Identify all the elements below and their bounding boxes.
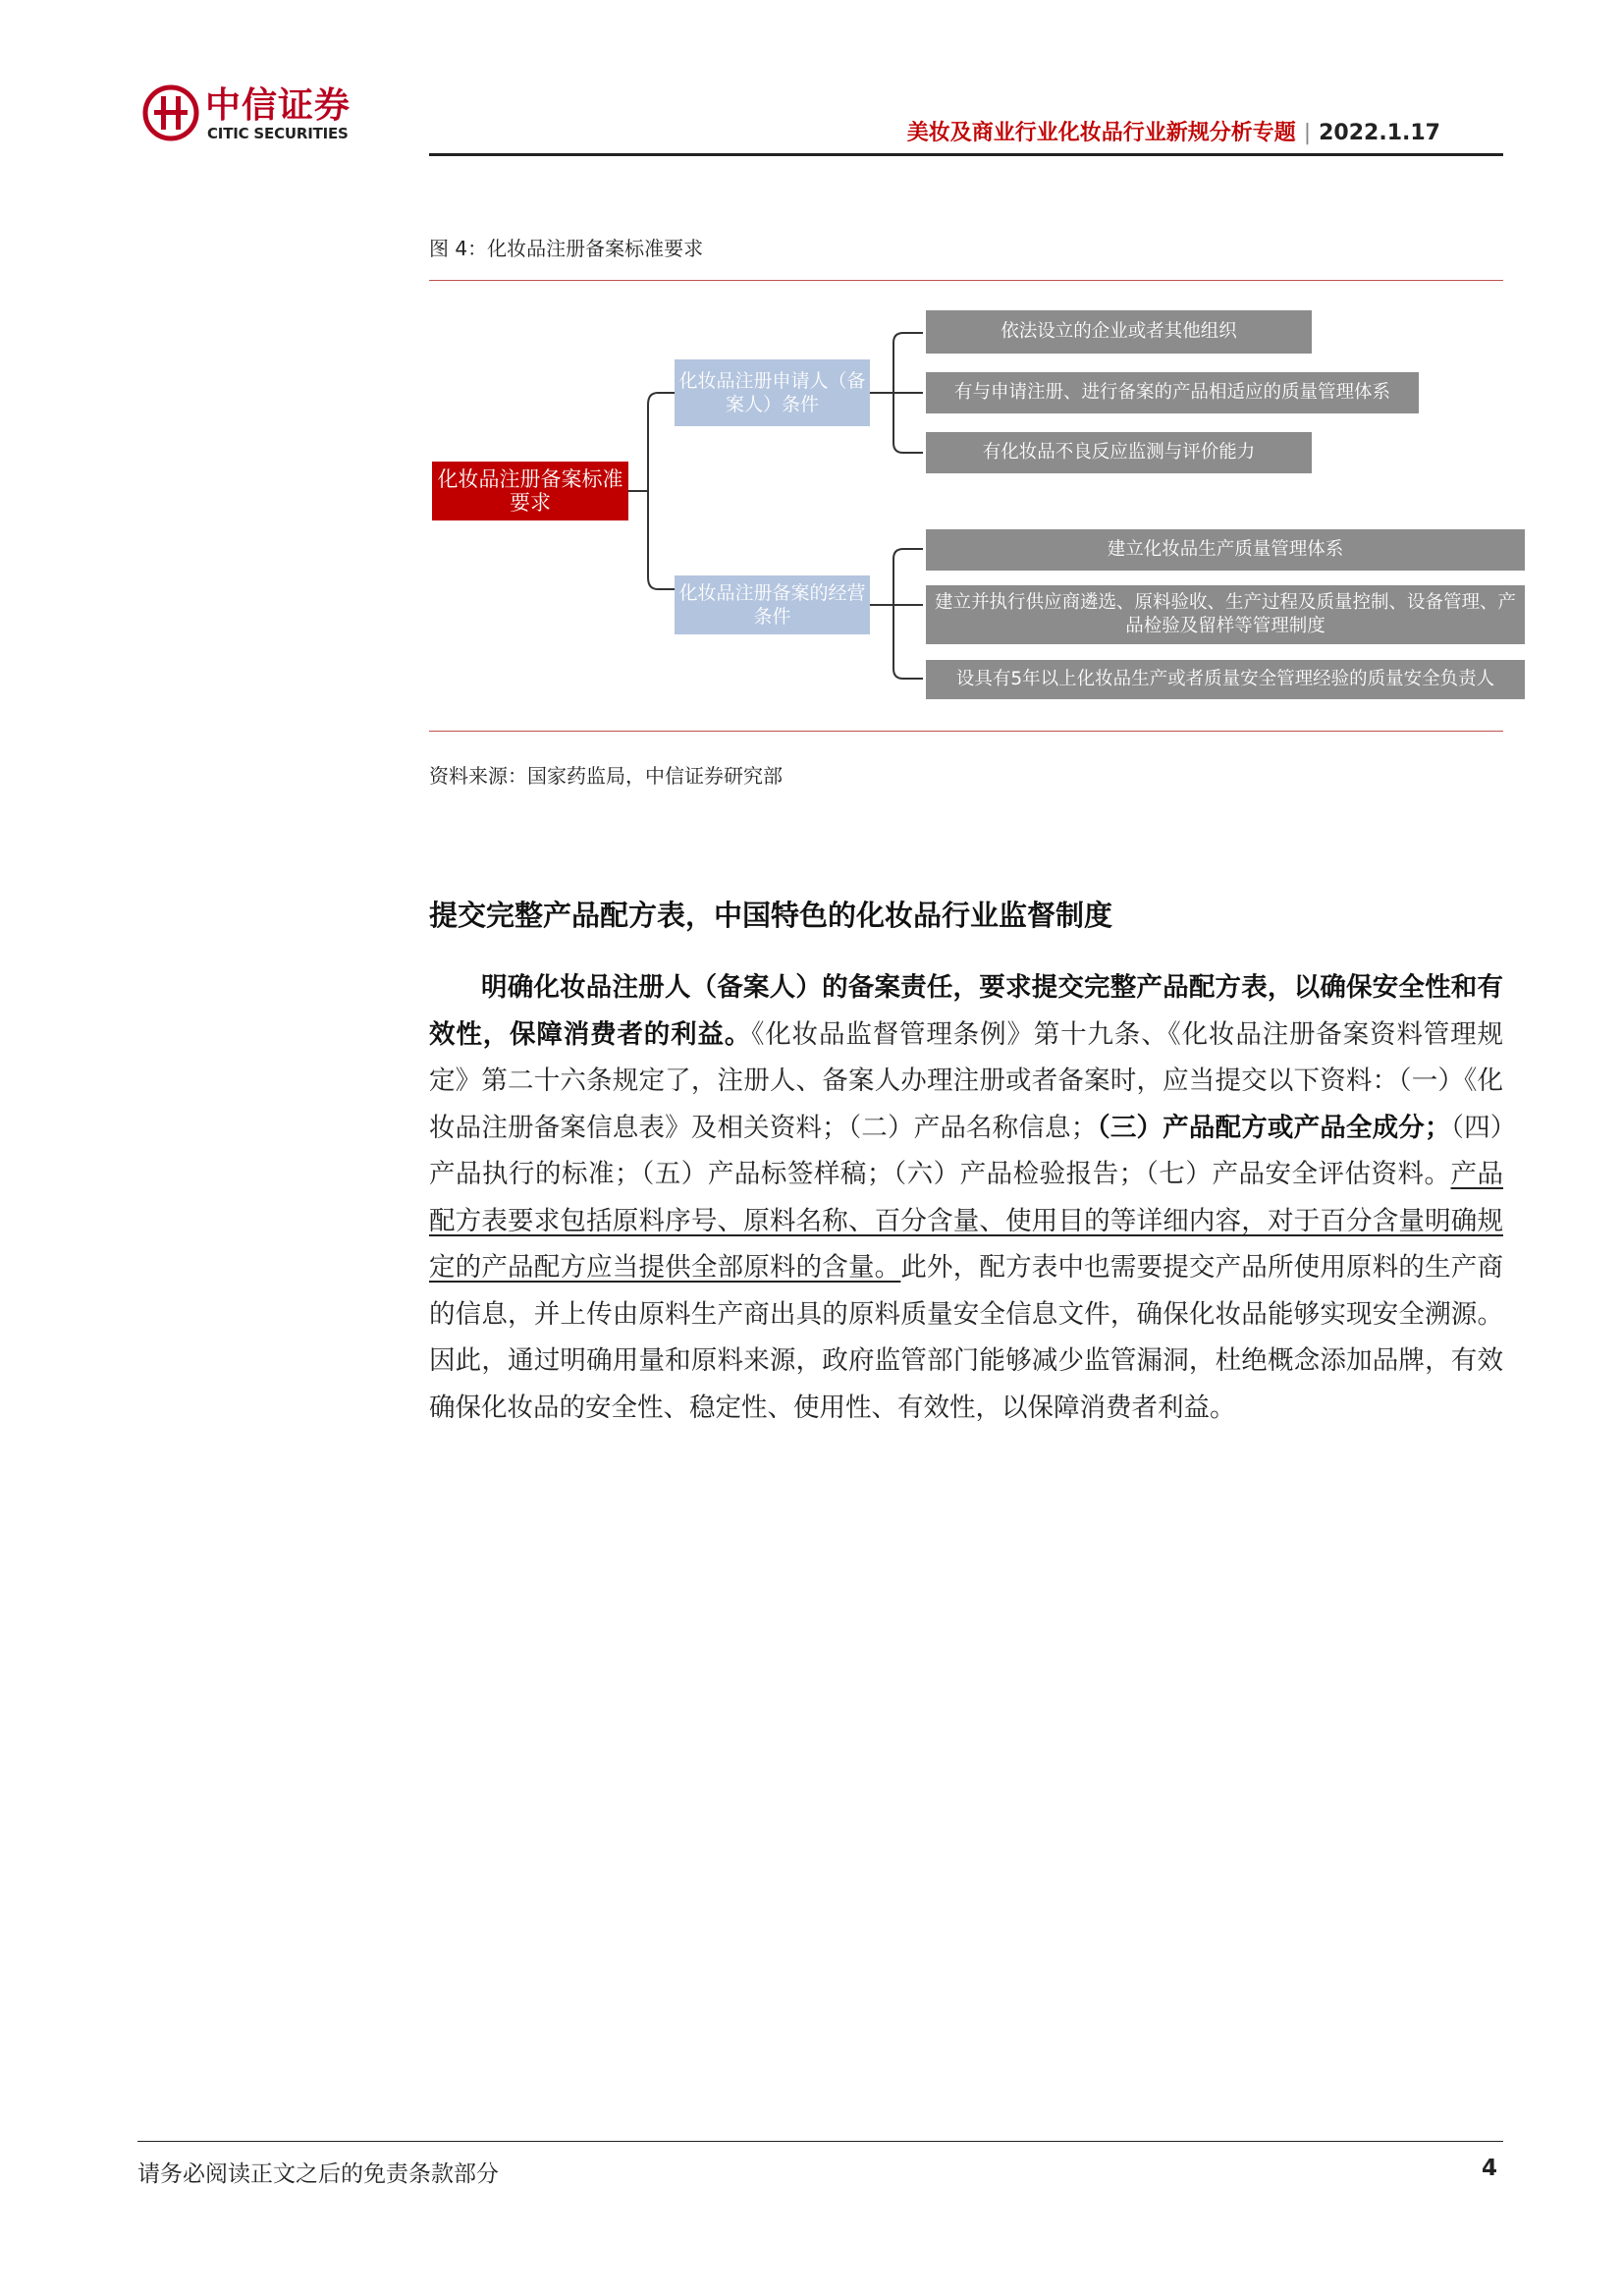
item-node: 建立化妆品生产质量管理体系	[926, 529, 1525, 571]
text-segment: 《化妆品监督管理条例》第十九条、《化妆品注册备案资料管理规定》第二十六条规定了，注册人、备案人办理注册或者备案时，应当提交以下资料：（一）《化妆品注册备案信息表》及相关资料；（二）产品名称信息；	[429, 1018, 1504, 1143]
item-node: 有与申请注册、进行备案的产品相适应的质量管理体系	[926, 372, 1419, 413]
connector-cat1-branches	[893, 333, 923, 453]
underlined-segment: 产品配方表要求包括原料序号、原料名称、百分含量、使用目的等详细内容，对于百分含量明确规定的产品配方应当提供全部原料的含量。	[429, 1159, 1504, 1283]
citic-logo	[142, 84, 358, 145]
section-heading: 提交完整产品配方表，中国特色的化妆品行业监督制度	[429, 899, 1113, 932]
footer-divider	[137, 2141, 1503, 2142]
figure-bottom-rule	[429, 731, 1503, 732]
text-segment: 此外，配方表中也需要提交产品所使用原料的生产商的信息，并上传由原料生产商出具的原料质量安全信息文件，确保化妆品能够实现安全溯源。因此，通过明确用量和原料来源，政府监管部门能够减少监管漏洞，杜绝概念添加品牌，有效确保化妆品的安全性、稳定性、使用性、有效性，以保障消费者利益。	[429, 1252, 1503, 1423]
lead-sentence: 明确化妆品注册人（备案人）的备案责任，要求提交完整产品配方表，以确保安全性和有效性，保障消费者的利益。	[429, 972, 1503, 1050]
figure-top-rule	[429, 280, 1503, 281]
logo-text-en: CITIC SECURITIES	[207, 125, 349, 142]
category-node-applicant: 化妆品注册申请人（备案人）条件	[675, 359, 870, 426]
figure-title: 图 4：化妆品注册备案标准要求	[429, 237, 704, 260]
connector-root-branches	[648, 393, 675, 589]
category-node-business: 化妆品注册备案的经营条件	[675, 575, 870, 634]
bold-segment: （三）产品配方或产品全成分；	[1097, 1112, 1451, 1143]
item-node: 建立并执行供应商遴选、原料验收、生产过程及质量控制、设备管理、产品检验及留样等管理制度	[926, 585, 1525, 644]
report-date: 2022.1.17	[1319, 121, 1440, 145]
page-number: 4	[1481, 2156, 1497, 2181]
connector-cat2-branches	[893, 549, 923, 679]
report-title: 美妆及商业行业化妆品行业新规分析专题	[906, 121, 1296, 145]
root-node: 化妆品注册备案标准要求	[432, 462, 628, 520]
body-paragraph	[429, 964, 1503, 1431]
logo-text-cn: 中信证券	[205, 85, 352, 126]
requirements-diagram	[429, 295, 1516, 717]
text-segment: （四）产品执行的标准；（五）产品标签样稿；（六）产品检验报告；（七）产品安全评估资料。	[429, 1112, 1504, 1189]
header-separator: |	[1303, 121, 1312, 145]
item-node: 有化妆品不良反应监测与评价能力	[926, 432, 1312, 473]
item-node: 依法设立的企业或者其他组织	[926, 310, 1312, 354]
disclaimer-note: 请务必阅读正文之后的免责条款部分	[137, 2161, 499, 2187]
report-header	[907, 116, 1440, 146]
item-node: 设具有5年以上化妆品生产或者质量安全管理经验的质量安全负责人	[926, 660, 1525, 699]
header-divider	[429, 153, 1503, 156]
figure-source: 资料来源：国家药监局，中信证券研究部	[429, 764, 783, 788]
citic-logo-icon	[142, 84, 199, 141]
